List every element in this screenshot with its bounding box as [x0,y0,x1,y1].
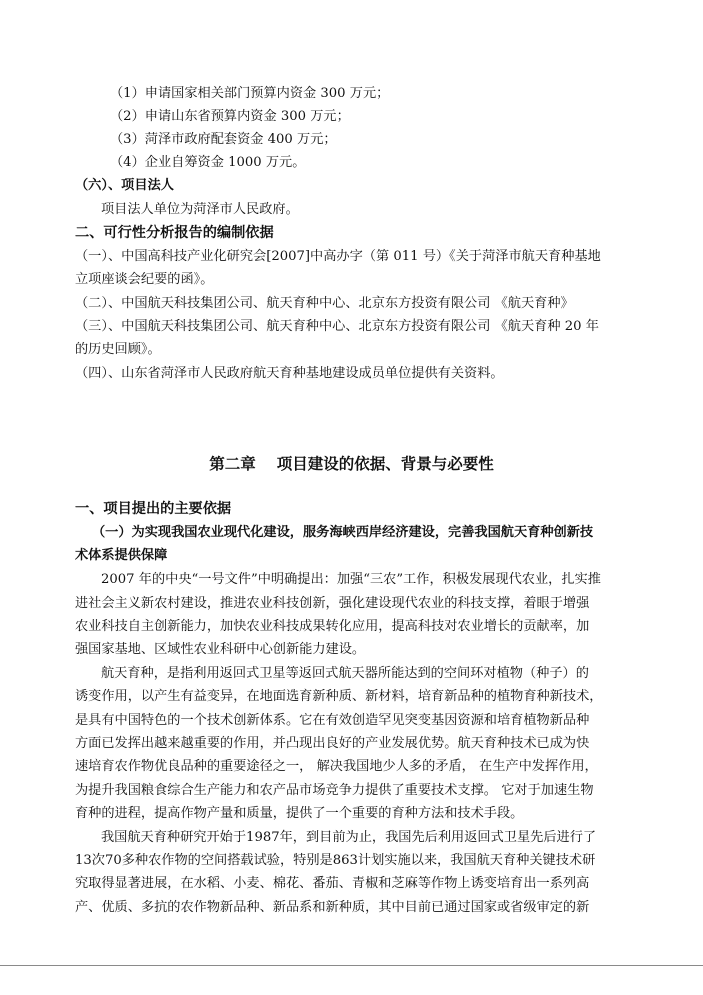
paragraph-line: 速培育农作物优良品种的重要途径之一， 解决我国地少人多的矛盾， 在生产中发挥作用， [75,759,598,774]
basis-line: （三）、中国航天科技集团公司、航天育种中心、北京东方投资有限公司 《航天育种 20 年 [75,319,599,334]
paragraph-line: 航天育种，是指利用返回式卫星等返回式航天器所能达到的空间环对植物（种子）的 [101,666,589,681]
funding-item: （4）企业自筹资金 1000 万元。 [110,155,306,170]
section-heading: （六）、项目法人 [75,178,174,193]
basis-line: （四）、山东省菏泽市人民政府航天育种基地建设成员单位提供有关资料。 [75,366,504,381]
chapter-title: 第二章 项目建设的依据、背景与必要性 [209,454,494,473]
paragraph-line: 方面已发挥出越来越重要的作用，并凸现出良好的产业发展优势。航天育种技术已成为快 [75,736,590,751]
basis-line: 立项座谈会纪要的函》。 [75,272,214,287]
paragraph-line: 2007 年的中央“一号文件”中明确提出：加强“三农”工作，积极发展现代农业，扎实推 [101,572,601,587]
basis-line: （二）、中国航天科技集团公司、航天育种中心、北京东方投资有限公司 《航天育种》 [75,296,574,311]
paragraph-line: 诱变作用，以产生有益变异，在地面选育新种质、新材料，培育新品种的植物育种新技术， [75,689,603,704]
funding-item: （1）申请国家相关部门预算内资金 300 万元； [110,86,390,101]
subsection-heading: 术体系提供保障 [75,548,168,563]
page-bottom-rule [0,965,703,966]
section-heading: 一、项目提出的主要依据 [75,501,232,517]
paragraph-line: 强国家基地、区域性农业科研中心创新能力建设。 [75,642,366,657]
paragraph-line: 农业科技自主创新能力，加快农业科技成果转化应用，提高科技对农业增长的贡献率，加 [75,619,590,634]
basis-line: （一）、中国高科技产业化研究会[2007]中高办字（第 011 号）《关于菏泽市航天育种基地 [75,249,601,264]
funding-item: （2）申请山东省预算内资金 300 万元； [110,109,350,124]
paragraph-line: 13次70多种农作物的空间搭载试验，特别是863计划实施以来，我国航天育种关键技术研 [75,853,596,868]
paragraph-line: 育种的进程，提高作物产量和质量，提供了一个重要的育种方法和技术手段。 [75,806,524,821]
section-heading: 二、可行性分析报告的编制依据 [75,225,274,241]
paragraph-line: 产、优质、多抗的农作物新品种、新品系和新种质，其中目前已通过国家或省级审定的新 [75,900,590,915]
subsection-heading: （一）为实现我国农业现代化建设，服务海峡西岸经济建设，完善我国航天育种创新技 [92,525,594,540]
paragraph-line: 我国航天育种研究开始于1987年，到目前为止，我国先后利用返回式卫星先后进行了 [101,830,597,845]
funding-item: （3）菏泽市政府配套资金 400 万元； [110,132,337,147]
paragraph-line: 究取得显著进展，在水稻、小麦、棉花、番茄、青椒和芝麻等作物上诱变培育出一系列高 [75,876,590,891]
paragraph-line: 为提升我国粮食综合生产能力和农产品市场竞争力提供了重要技术支撑。 它对于加速生物 [75,783,594,798]
basis-line: 的历史回顾》。 [75,342,161,357]
section-body: 项目法人单位为菏泽市人民政府。 [101,202,299,217]
paragraph-line: 是具有中国特色的一个技术创新体系。它在有效创造罕见突变基因资源和培育植物新品种 [75,713,590,728]
paragraph-line: 进社会主义新农村建设，推进农业科技创新，强化建设现代农业的科技支撑，着眼于增强 [75,596,590,611]
